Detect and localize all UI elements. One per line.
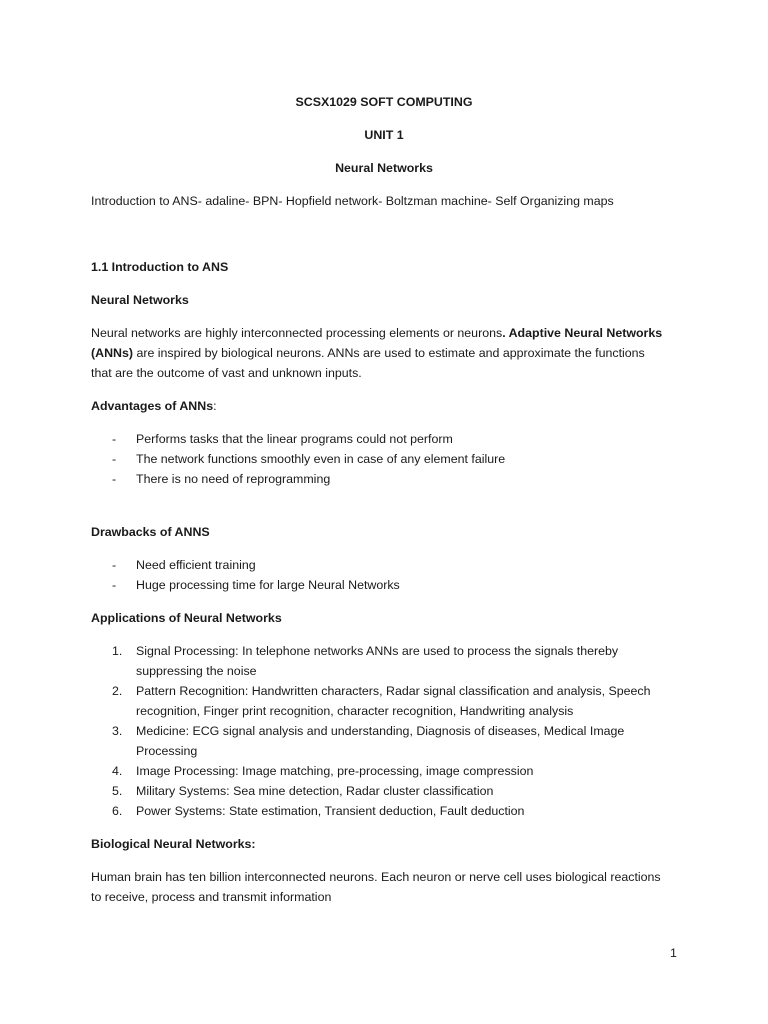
list-item: Power Systems: State estimation, Transient deduction, Fault deduction	[136, 804, 525, 818]
intro-text-regular: Neural networks are highly interconnected processing elements or neurons	[91, 326, 503, 340]
list-item: Need efficient training	[136, 558, 256, 572]
list-number: 4.	[112, 764, 123, 778]
bullet-dash: -	[112, 472, 117, 486]
list-item: The network functions smoothly even in case of any element failure	[136, 452, 506, 466]
list-item: Performs tasks that the linear programs could not perform	[136, 432, 453, 446]
page-number: 1	[670, 946, 677, 960]
syllabus-line: Introduction to ANS- adaline- BPN- Hopfield network- Boltzman machine- Self Organizing maps	[91, 194, 614, 208]
list-item: Signal Processing: In telephone networks ANNs are used to process the signals thereby	[136, 644, 619, 658]
list-number: 5.	[112, 784, 123, 798]
list-item-continuation: recognition, Finger print recognition, character recognition, Handwriting analysis	[136, 704, 574, 718]
list-item: Pattern Recognition: Handwritten characters, Radar signal classification and analysis, Speech	[136, 684, 651, 698]
list-number: 2.	[112, 684, 123, 698]
intro-text-bold: . Adaptive Neural Networks	[502, 326, 663, 340]
intro-text-bold-anns: (ANNs)	[91, 346, 133, 360]
bullet-dash: -	[112, 432, 117, 446]
list-item: Huge processing time for large Neural Networks	[136, 578, 400, 592]
advantages-colon: :	[213, 399, 217, 413]
applications-heading: Applications of Neural Networks	[91, 611, 282, 625]
biological-paragraph-line-2: to receive, process and transmit information	[91, 890, 332, 904]
list-number: 6.	[112, 804, 123, 818]
list-item: Medicine: ECG signal analysis and understanding, Diagnosis of diseases, Medical Image	[136, 724, 625, 738]
bullet-dash: -	[112, 578, 117, 592]
list-item-continuation: suppressing the noise	[136, 664, 257, 678]
course-title: SCSX1029 SOFT COMPUTING	[295, 95, 473, 109]
list-item: Image Processing: Image matching, pre-processing, image compression	[136, 764, 534, 778]
drawbacks-heading: Drawbacks of ANNS	[91, 525, 210, 539]
advantages-heading-text: Advantages of ANNs	[91, 399, 214, 413]
biological-paragraph-line-1: Human brain has ten billion interconnected neurons. Each neuron or nerve cell uses biological reactions	[91, 870, 661, 884]
list-item: Military Systems: Sea mine detection, Radar cluster classification	[136, 784, 494, 798]
bullet-dash: -	[112, 558, 117, 572]
list-item: There is no need of reprogramming	[136, 472, 331, 486]
intro-paragraph-line-2	[91, 345, 645, 361]
advantages-heading	[91, 398, 217, 414]
list-number: 1.	[112, 644, 123, 658]
section-heading: 1.1 Introduction to ANS	[91, 260, 229, 274]
intro-paragraph-line-3: that are the outcome of vast and unknown inputs.	[91, 366, 362, 380]
topic-title: Neural Networks	[335, 161, 433, 175]
biological-heading: Biological Neural Networks:	[91, 837, 256, 851]
intro-paragraph-line-1	[91, 325, 662, 341]
intro-text-regular-2: are inspired by biological neurons. ANNs are used to estimate and approximate the functions	[133, 346, 645, 360]
list-item-continuation: Processing	[136, 744, 198, 758]
unit-title: UNIT 1	[364, 128, 404, 142]
list-number: 3.	[112, 724, 123, 738]
section-subheading: Neural Networks	[91, 293, 189, 307]
bullet-dash: -	[112, 452, 117, 466]
